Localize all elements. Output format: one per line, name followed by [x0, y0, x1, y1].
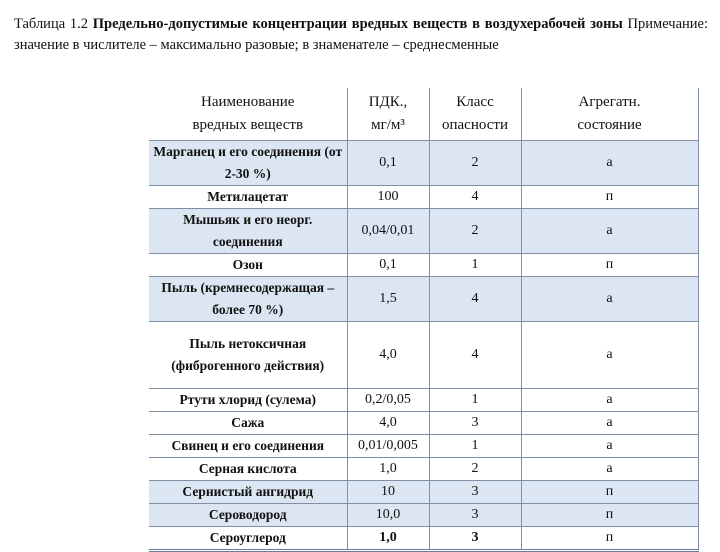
header-class: Класс опасности: [429, 88, 521, 141]
cell-name: Метилацетат: [149, 186, 347, 209]
table-row: [149, 209, 698, 254]
header-pdk: ПДК., мг/м³: [347, 88, 429, 141]
cell-state: п: [521, 186, 698, 209]
table-row: [149, 412, 698, 435]
cell-name: Сернистый ангидрид: [149, 481, 347, 504]
cell-class: 1: [429, 389, 521, 412]
cell-pdk: 100: [347, 186, 429, 209]
cell-state: п: [521, 254, 698, 277]
table-row: [149, 527, 698, 551]
table-row: [149, 504, 698, 527]
cell-class: 3: [429, 504, 521, 527]
cell-state: п: [521, 504, 698, 527]
table-row: [149, 481, 698, 504]
caption-note: Примечание: значение в числителе – максимально разовые; в знаменателе – среднесменные: [14, 16, 709, 53]
cell-name: Сероуглерод: [149, 527, 347, 551]
cell-state: а: [521, 412, 698, 435]
cell-pdk: 4,0: [347, 412, 429, 435]
header-name: Наименование вредных веществ: [149, 88, 347, 141]
cell-class: 4: [429, 277, 521, 322]
cell-pdk: 0,1: [347, 141, 429, 186]
cell-pdk: 4,0: [347, 322, 429, 389]
table-row: [149, 322, 698, 389]
cell-name: Сероводород: [149, 504, 347, 527]
cell-pdk: 1,0: [347, 527, 429, 551]
table-row: [149, 435, 698, 458]
table-row: [149, 389, 698, 412]
cell-pdk: 1,5: [347, 277, 429, 322]
caption-lead: Таблица 1.2: [14, 16, 93, 32]
table-row: [149, 141, 698, 186]
cell-pdk: 0,01/0,005: [347, 435, 429, 458]
cell-name: Пыль нетоксичная (фиброгенного действия): [149, 322, 347, 389]
cell-class: 2: [429, 458, 521, 481]
cell-state: а: [521, 389, 698, 412]
cell-pdk: 10: [347, 481, 429, 504]
pdk-table: [149, 88, 699, 552]
cell-name: Озон: [149, 254, 347, 277]
cell-pdk: 0,2/0,05: [347, 389, 429, 412]
cell-class: 4: [429, 186, 521, 209]
cell-pdk: 10,0: [347, 504, 429, 527]
cell-class: 3: [429, 412, 521, 435]
table-header-row: [149, 88, 698, 141]
cell-name: Свинец и его соединения: [149, 435, 347, 458]
cell-state: п: [521, 481, 698, 504]
cell-name: Серная кислота: [149, 458, 347, 481]
cell-class: 3: [429, 527, 521, 551]
cell-class: 1: [429, 254, 521, 277]
cell-pdk: 0,1: [347, 254, 429, 277]
cell-state: а: [521, 458, 698, 481]
table-row: [149, 277, 698, 322]
cell-class: 4: [429, 322, 521, 389]
header-state: Агрегатн. состояние: [521, 88, 698, 141]
cell-name: Сажа: [149, 412, 347, 435]
cell-class: 3: [429, 481, 521, 504]
cell-pdk: 1,0: [347, 458, 429, 481]
cell-state: п: [521, 527, 698, 551]
caption-title: Предельно-допустимые концентрации вредных веществ в воздухерабочей зоны: [92, 16, 623, 32]
cell-state: а: [521, 209, 698, 254]
cell-state: а: [521, 141, 698, 186]
cell-name: Ртути хлорид (сулема): [149, 389, 347, 412]
table-row: [149, 254, 698, 277]
cell-pdk: 0,04/0,01: [347, 209, 429, 254]
cell-class: 2: [429, 209, 521, 254]
cell-name: Марганец и его соединения (от 2-30 %): [149, 141, 347, 186]
cell-state: а: [521, 435, 698, 458]
cell-state: а: [521, 322, 698, 389]
cell-class: 2: [429, 141, 521, 186]
table-caption: [14, 14, 708, 56]
cell-name: Пыль (кремнесодержащая – более 70 %): [149, 277, 347, 322]
cell-state: а: [521, 277, 698, 322]
cell-class: 1: [429, 435, 521, 458]
table-row: [149, 186, 698, 209]
table-row: [149, 458, 698, 481]
cell-name: Мышьяк и его неорг. соединения: [149, 209, 347, 254]
